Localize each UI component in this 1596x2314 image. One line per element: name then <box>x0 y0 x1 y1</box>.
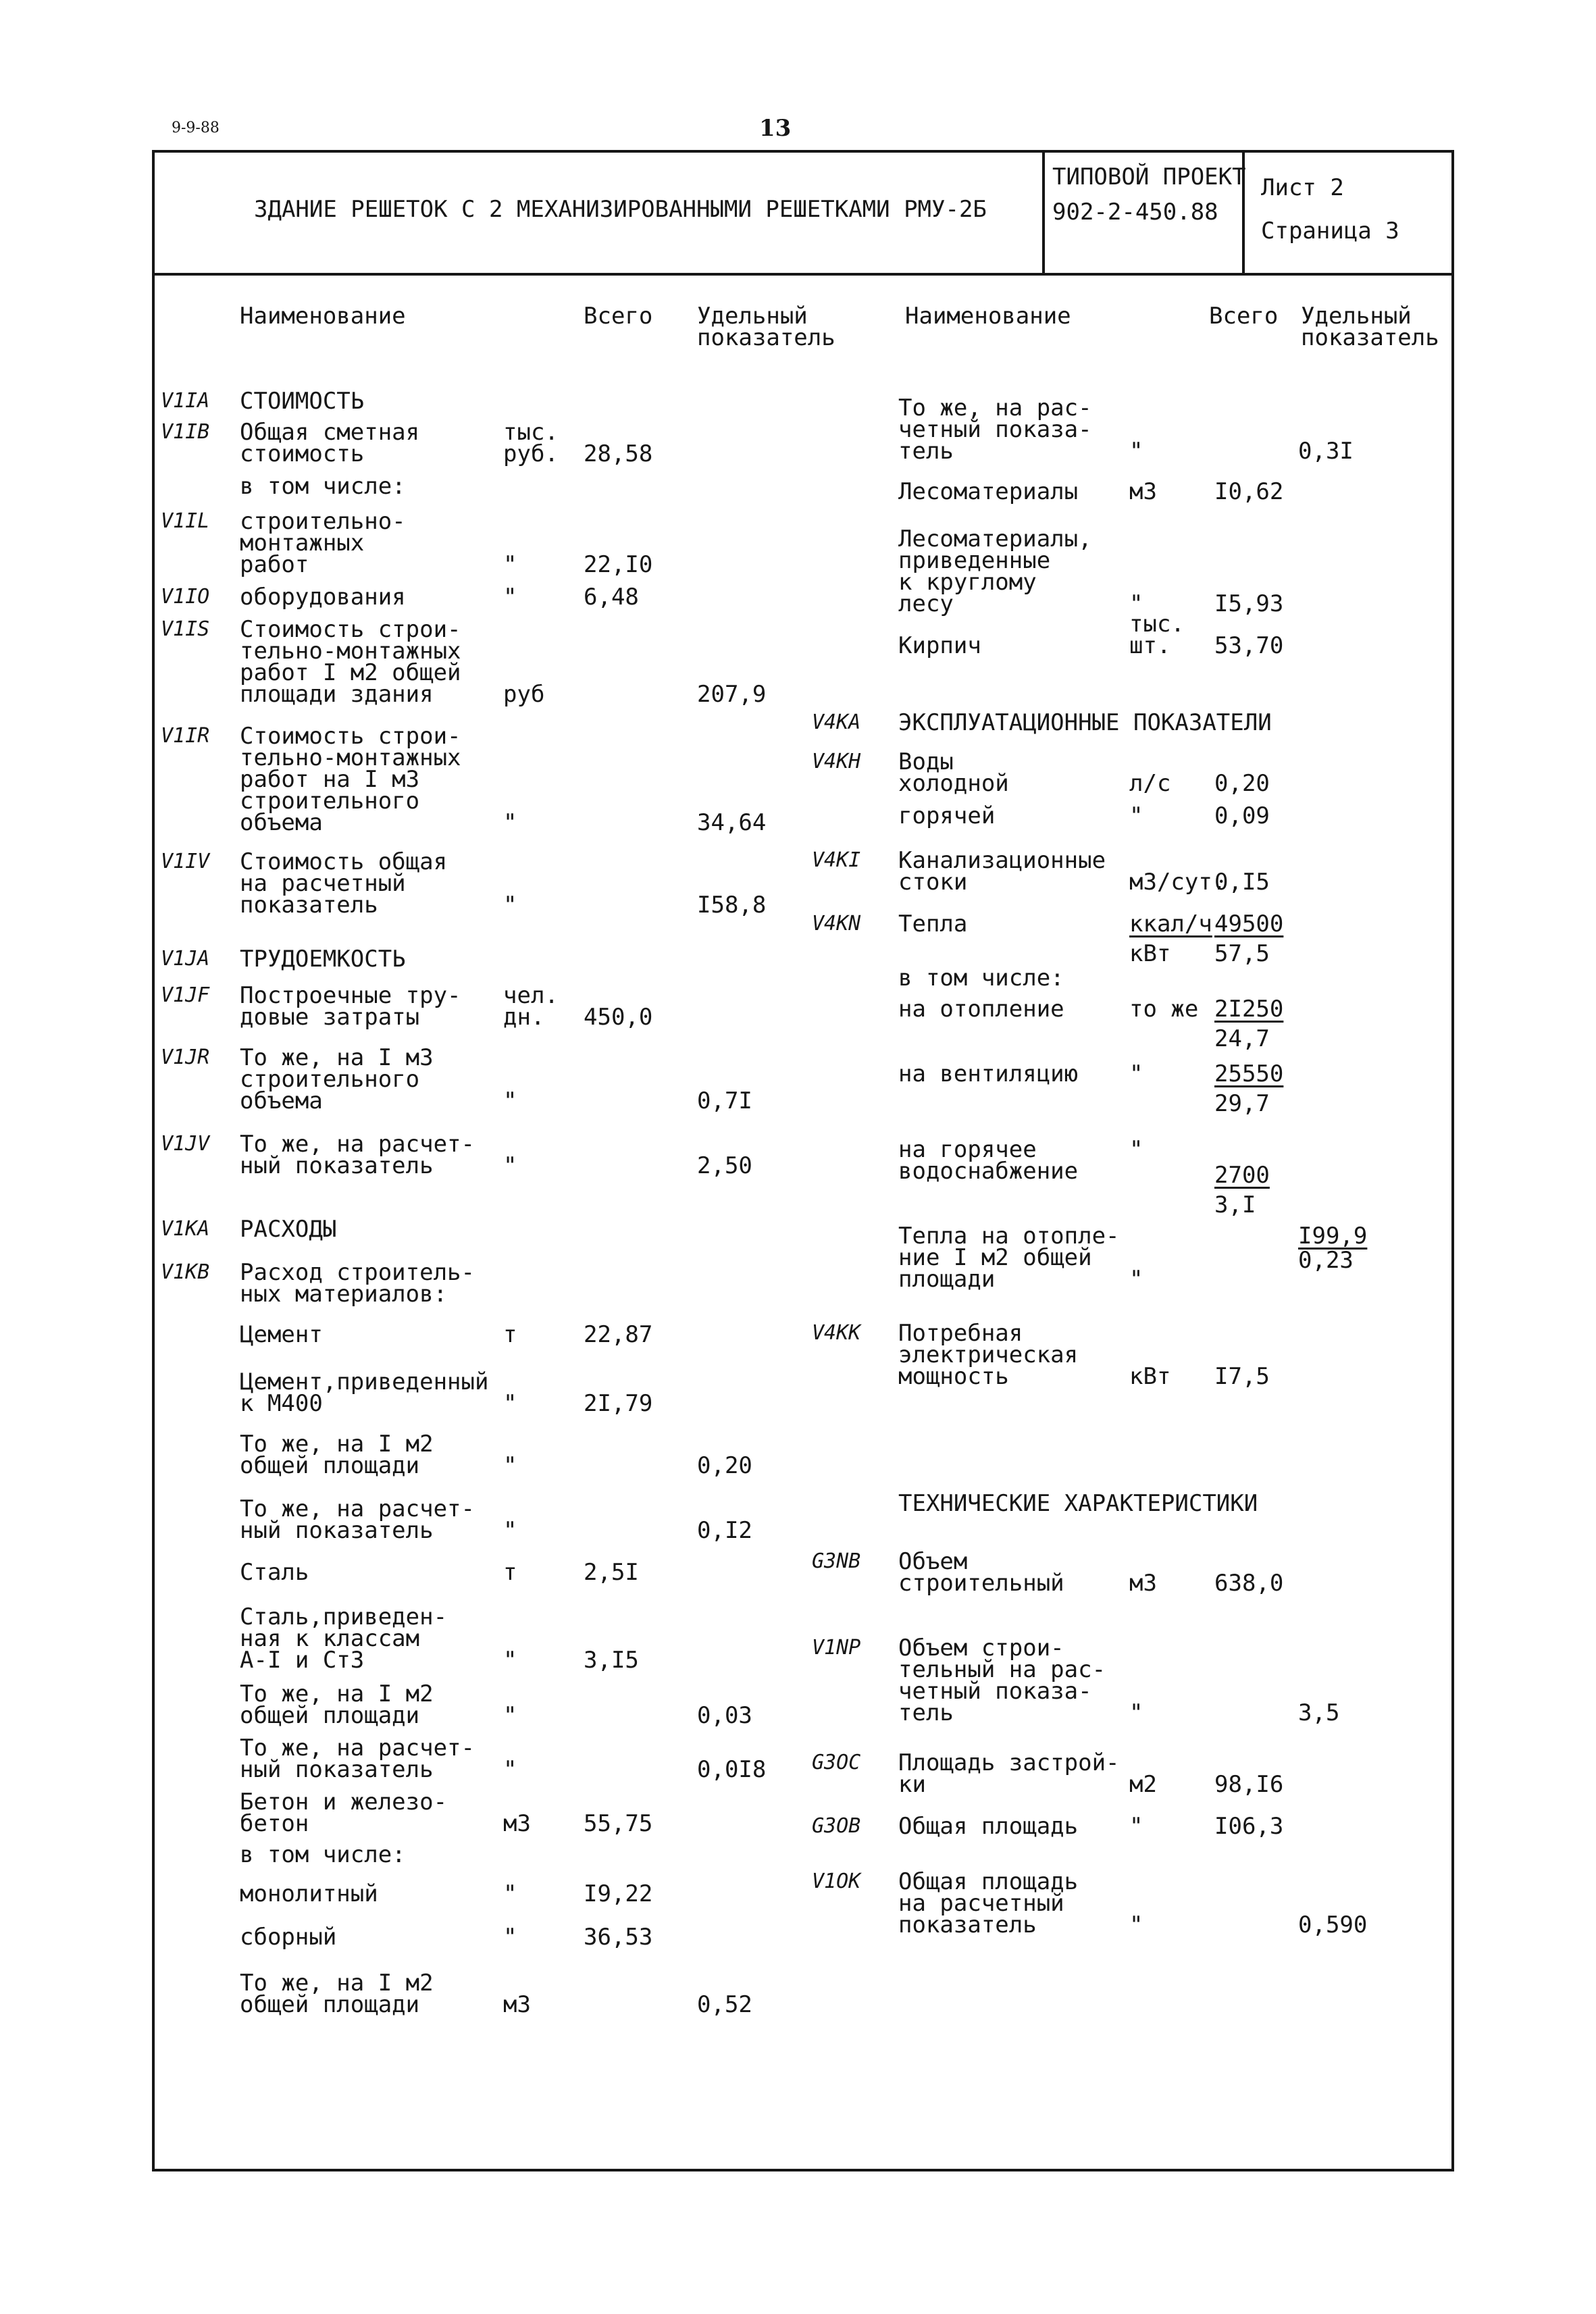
right-row-total-kw: 3,I <box>1214 1191 1256 1218</box>
right-row-specific-2: 0,23 <box>1298 1247 1354 1274</box>
left-row-code: V1JR <box>161 1046 210 1069</box>
right-row-name-line: Канализационные <box>898 847 1106 874</box>
header-total-right: Всего <box>1209 303 1279 330</box>
right-row-total: 25550 <box>1214 1060 1284 1087</box>
right-row-name-line: Общая площадь <box>898 1868 1079 1895</box>
right-row-total-kw: 24,7 <box>1214 1025 1270 1052</box>
left-row-unit: т <box>503 1321 517 1348</box>
left-row-name-line: тельно-монтажных <box>240 744 461 771</box>
right-row-name-line: тель <box>898 1699 954 1726</box>
left-row-unit: руб. <box>503 440 559 467</box>
left-row-name-line: То же, на I м2 <box>240 1431 434 1458</box>
right-row-name-line: ТЕХНИЧЕСКИЕ ХАРАКТЕРИСТИКИ <box>898 1490 1258 1517</box>
left-row-unit: " <box>503 1087 517 1114</box>
left-row-total: 22,I0 <box>584 551 653 578</box>
left-row-name-line: общей площади <box>240 1702 420 1729</box>
left-row-name-line: работ I м2 общей <box>240 659 461 686</box>
right-row-unit: ккал/ч <box>1129 910 1212 937</box>
left-row-total: 36,53 <box>584 1924 653 1951</box>
right-row-unit: " <box>1129 438 1143 465</box>
left-row-unit: чел. <box>503 982 559 1009</box>
left-row-specific: 0,0I8 <box>697 1756 767 1783</box>
right-row-name-line: тель <box>898 438 954 465</box>
left-row-name-line: бетон <box>240 1810 309 1837</box>
right-row-code: V1OK <box>812 1870 861 1893</box>
left-row-code: V1JV <box>161 1132 210 1156</box>
header-specific-right-1: Удельный <box>1301 303 1412 330</box>
right-row-unit: " <box>1129 802 1143 829</box>
left-row-total: 6,48 <box>584 584 639 611</box>
left-row-specific: 0,7I <box>697 1087 752 1114</box>
right-row-name-line: мощность <box>898 1363 1009 1390</box>
right-row-unit: то же <box>1129 996 1199 1023</box>
left-row-specific: 0,03 <box>697 1702 752 1729</box>
right-row-name-line: Объем строи- <box>898 1635 1064 1662</box>
right-row-specific: 0,590 <box>1298 1911 1368 1938</box>
right-row-name-line: Площадь застрой- <box>898 1749 1120 1776</box>
left-row-name-line: в том числе: <box>240 473 406 500</box>
left-row-code: V1IA <box>161 389 210 413</box>
left-row-code: V1KA <box>161 1217 210 1241</box>
left-row-name-line: стоимость <box>240 440 365 467</box>
left-row-name-line: Цемент,приведенный <box>240 1368 489 1395</box>
left-row-unit: " <box>503 1517 517 1544</box>
left-row-name-line: ный показатель <box>240 1152 434 1179</box>
left-row-unit: " <box>503 1924 517 1951</box>
right-row-code: G3OB <box>812 1814 861 1838</box>
right-row-unit: " <box>1129 1060 1143 1087</box>
left-row-specific: 0,52 <box>697 1991 752 2018</box>
right-row-total: I5,93 <box>1214 590 1284 617</box>
right-row-unit: тыс. <box>1129 611 1185 638</box>
right-row-unit: " <box>1129 1911 1143 1938</box>
right-row-name-line: на расчетный <box>898 1890 1064 1917</box>
right-row-code: V4KN <box>812 912 861 935</box>
right-row-unit: кВт <box>1129 1363 1171 1390</box>
left-row-code: V1JF <box>161 983 210 1007</box>
right-row-name-line: четный показа- <box>898 416 1092 443</box>
right-row-unit: " <box>1129 1813 1143 1840</box>
right-row-name-line: на отопление <box>898 996 1064 1023</box>
right-row-name-line: электрическая <box>898 1341 1079 1368</box>
left-row-name-line: объема <box>240 809 323 836</box>
left-row-name-line: монолитный <box>240 1880 378 1907</box>
right-row-name-line: к круглому <box>898 569 1037 596</box>
left-row-unit: " <box>503 1452 517 1479</box>
left-row-unit: руб <box>503 681 545 708</box>
left-row-unit: тыс. <box>503 419 559 446</box>
header-name-left: Наименование <box>240 303 406 330</box>
project-number: 902-2-450.88 <box>1052 199 1218 226</box>
left-row-name-line: Расход строитель- <box>240 1259 475 1286</box>
left-row-name-line: Сталь,приведен- <box>240 1603 448 1630</box>
left-row-total: 450,0 <box>584 1004 653 1031</box>
left-row-unit: дн. <box>503 1004 545 1031</box>
left-row-name-line: То же, на расчет- <box>240 1495 475 1522</box>
left-row-name-line: Бетон и железо- <box>240 1789 448 1816</box>
left-row-specific: 34,64 <box>697 809 767 836</box>
right-row-unit: л/с <box>1129 770 1171 797</box>
left-row-name-line: показатель <box>240 892 378 919</box>
right-row-total: 98,I6 <box>1214 1771 1284 1798</box>
right-row-name-line: Лесоматериалы <box>898 478 1079 505</box>
left-row-name-line: РАСХОДЫ <box>240 1216 337 1243</box>
left-row-unit: " <box>503 1647 517 1674</box>
right-row-name-line: Тепла на отопле- <box>898 1223 1120 1250</box>
right-row-name-line: Потребная <box>898 1320 1023 1347</box>
left-row-name-line: монтажных <box>240 530 365 557</box>
left-row-name-line: площади здания <box>240 681 434 708</box>
left-row-total: 55,75 <box>584 1810 653 1837</box>
right-row-name-line: ки <box>898 1771 926 1798</box>
right-row-name-line: Воды <box>898 748 954 775</box>
right-row-specific: 3,5 <box>1298 1699 1340 1726</box>
right-row-name-line: ЭКСПЛУАТАЦИОННЫЕ ПОКАЗАТЕЛИ <box>898 709 1272 736</box>
right-row-name-line: Кирпич <box>898 632 981 659</box>
page-label: Страница 3 <box>1261 217 1399 245</box>
right-row-name-line: водоснабжение <box>898 1158 1079 1185</box>
left-row-unit: м3 <box>503 1991 531 2018</box>
left-row-unit: " <box>503 584 517 611</box>
right-row-unit: м3/сут. <box>1129 869 1227 896</box>
left-row-total: 2I,79 <box>584 1390 653 1417</box>
left-row-code: V1IV <box>161 850 210 873</box>
left-row-code: V1KB <box>161 1260 210 1284</box>
left-row-specific: 2,50 <box>697 1152 752 1179</box>
header-specific-left-1: Удельный <box>697 303 808 330</box>
left-row-name-line: СТОИМОСТЬ <box>240 388 365 415</box>
left-row-specific: 0,20 <box>697 1452 752 1479</box>
left-row-name-line: ный показатель <box>240 1756 434 1783</box>
left-row-code: V1IO <box>161 585 210 609</box>
right-row-unit: " <box>1129 1266 1143 1293</box>
left-row-name-line: А-I и Ст3 <box>240 1647 365 1674</box>
left-row-name-line: ный показатель <box>240 1517 434 1544</box>
right-row-name-line: на вентиляцию <box>898 1060 1079 1087</box>
left-row-name-line: То же, на I м2 <box>240 1970 434 1997</box>
right-row-total: 0,20 <box>1214 770 1270 797</box>
left-row-total: 3,I5 <box>584 1647 639 1674</box>
right-row-total: I0,62 <box>1214 478 1284 505</box>
left-row-unit: м3 <box>503 1810 531 1837</box>
right-row-unit: м3 <box>1129 1570 1157 1597</box>
right-row-total: 2I250 <box>1214 996 1284 1023</box>
right-row-total: 2700 <box>1214 1162 1270 1189</box>
right-row-name-line: лесу <box>898 590 954 617</box>
left-row-name-line: ТРУДОЕМКОСТЬ <box>240 946 406 973</box>
left-row-name-line: объема <box>240 1087 323 1114</box>
left-row-specific: I58,8 <box>697 892 767 919</box>
right-row-unit: м2 <box>1129 1771 1157 1798</box>
header-total-left: Всего <box>584 303 653 330</box>
right-row-unit: м3 <box>1129 478 1157 505</box>
right-row-name-line: площади <box>898 1266 996 1293</box>
left-row-name-line: Построечные тру- <box>240 982 461 1009</box>
right-row-code: V4KK <box>812 1321 861 1345</box>
right-row-name-line: показатель <box>898 1911 1037 1938</box>
left-row-unit: " <box>503 1880 517 1907</box>
right-row-specific: I99,9 <box>1298 1223 1368 1250</box>
left-row-name-line: Цемент <box>240 1321 323 1348</box>
header-specific-right-2: показатель <box>1301 324 1439 351</box>
left-row-specific: 207,9 <box>697 681 767 708</box>
left-row-name-line: строительного <box>240 788 420 815</box>
left-row-unit: " <box>503 551 517 578</box>
right-row-total: 0,I5 <box>1214 869 1270 896</box>
left-row-name-line: общей площади <box>240 1452 420 1479</box>
right-row-unit: шт. <box>1129 632 1171 659</box>
left-row-name-line: Общая сметная <box>240 419 420 446</box>
right-row-total-kw: 57,5 <box>1214 940 1270 967</box>
left-row-unit: " <box>503 1702 517 1729</box>
left-row-name-line: ных материалов: <box>240 1281 448 1308</box>
sheet-number: Лист 2 <box>1261 174 1344 201</box>
document-title: ЗДАНИЕ РЕШЕТОК С 2 МЕХАНИЗИРОВАННЫМИ РЕШЕТКАМИ РМУ-2Б <box>254 196 987 223</box>
right-row-name-line: Тепла <box>898 910 968 937</box>
right-row-total: 49500 <box>1214 910 1284 937</box>
right-row-total-kw: 29,7 <box>1214 1090 1270 1117</box>
left-row-name-line: ная к классам <box>240 1625 420 1652</box>
left-row-unit: " <box>503 1390 517 1417</box>
right-row-unit: " <box>1129 1699 1143 1726</box>
left-row-name-line: То же, на расчет- <box>240 1734 475 1762</box>
right-row-unit: " <box>1129 590 1143 617</box>
right-row-name-line: То же, на рас- <box>898 394 1092 421</box>
left-row-name-line: довые затраты <box>240 1004 420 1031</box>
left-row-specific: 0,I2 <box>697 1517 752 1544</box>
right-row-name-line: строительный <box>898 1570 1064 1597</box>
left-row-name-line: на расчетный <box>240 870 406 897</box>
right-row-name-line: тельный на рас- <box>898 1656 1106 1683</box>
left-row-code: V1JA <box>161 947 210 971</box>
right-row-name-line: четный показа- <box>898 1678 1092 1705</box>
left-row-name-line: общей площади <box>240 1991 420 2018</box>
right-row-specific: 0,3I <box>1298 438 1354 465</box>
left-row-total: 2,5I <box>584 1559 639 1586</box>
right-row-total: 638,0 <box>1214 1570 1284 1597</box>
right-row-total: I7,5 <box>1214 1363 1270 1390</box>
right-row-total: 0,09 <box>1214 802 1270 829</box>
left-row-name-line: тельно-монтажных <box>240 638 461 665</box>
left-row-name-line: строительного <box>240 1066 420 1093</box>
right-row-name-line: ние I м2 общей <box>898 1244 1092 1271</box>
page-number: 13 <box>759 115 792 142</box>
left-row-name-line: к М400 <box>240 1390 323 1417</box>
document-code: 9-9-88 <box>172 120 220 136</box>
right-row-code: V4KA <box>812 711 861 734</box>
right-row-name-line: приведенные <box>898 547 1051 574</box>
left-row-name-line: в том числе: <box>240 1841 406 1868</box>
right-row-code: V1NP <box>812 1636 861 1660</box>
right-row-code: G3OC <box>812 1751 861 1774</box>
right-row-name-line: стоки <box>898 869 968 896</box>
left-row-code: V1IS <box>161 617 210 641</box>
left-row-code: V1IR <box>161 724 210 748</box>
left-row-name-line: сборный <box>240 1924 337 1951</box>
left-row-unit: " <box>503 1756 517 1783</box>
left-row-name-line: Стоимость строи- <box>240 723 461 750</box>
right-row-unit: кВт <box>1129 940 1171 967</box>
title-block-separator-1 <box>1042 150 1045 274</box>
right-row-name-line: Общая площадь <box>898 1813 1079 1840</box>
right-row-code: G3NB <box>812 1549 861 1573</box>
right-row-name-line: холодной <box>898 770 1009 797</box>
left-row-name-line: работ <box>240 551 309 578</box>
right-row-name-line: на горячее <box>898 1136 1037 1163</box>
left-row-unit: " <box>503 809 517 836</box>
left-row-name-line: строительно- <box>240 508 406 535</box>
left-row-name-line: Стоимость общая <box>240 848 448 875</box>
left-row-name-line: То же, на I м3 <box>240 1044 434 1071</box>
right-row-unit: " <box>1129 1136 1143 1163</box>
left-row-code: V1IL <box>161 509 210 533</box>
right-row-name-line: Лесоматериалы, <box>898 525 1092 552</box>
left-row-total: 28,58 <box>584 440 653 467</box>
right-row-name-line: горячей <box>898 802 996 829</box>
left-row-name-line: Сталь <box>240 1559 309 1586</box>
left-row-name-line: оборудования <box>240 584 406 611</box>
left-row-unit: " <box>503 1152 517 1179</box>
left-row-name-line: То же, на расчет- <box>240 1131 475 1158</box>
right-row-total: I06,3 <box>1214 1813 1284 1840</box>
left-row-unit: т <box>503 1559 517 1586</box>
right-row-code: V4KI <box>812 848 861 872</box>
left-row-code: V1IB <box>161 420 210 444</box>
right-row-name-line: в том числе: <box>898 965 1064 992</box>
left-row-unit: " <box>503 892 517 919</box>
project-label: ТИПОВОЙ ПРОЕКТ <box>1052 163 1246 190</box>
title-block-divider <box>152 273 1454 276</box>
right-row-total: 53,70 <box>1214 632 1284 659</box>
right-row-name-line: Объем <box>898 1548 968 1575</box>
header-name-right: Наименование <box>905 303 1071 330</box>
left-row-total: I9,22 <box>584 1880 653 1907</box>
left-row-name-line: То же, на I м2 <box>240 1680 434 1707</box>
left-row-name-line: работ на I м3 <box>240 766 420 793</box>
left-row-name-line: Стоимость строи- <box>240 616 461 643</box>
right-row-code: V4KH <box>812 750 861 773</box>
left-row-total: 22,87 <box>584 1321 653 1348</box>
header-specific-left-2: показатель <box>697 324 835 351</box>
